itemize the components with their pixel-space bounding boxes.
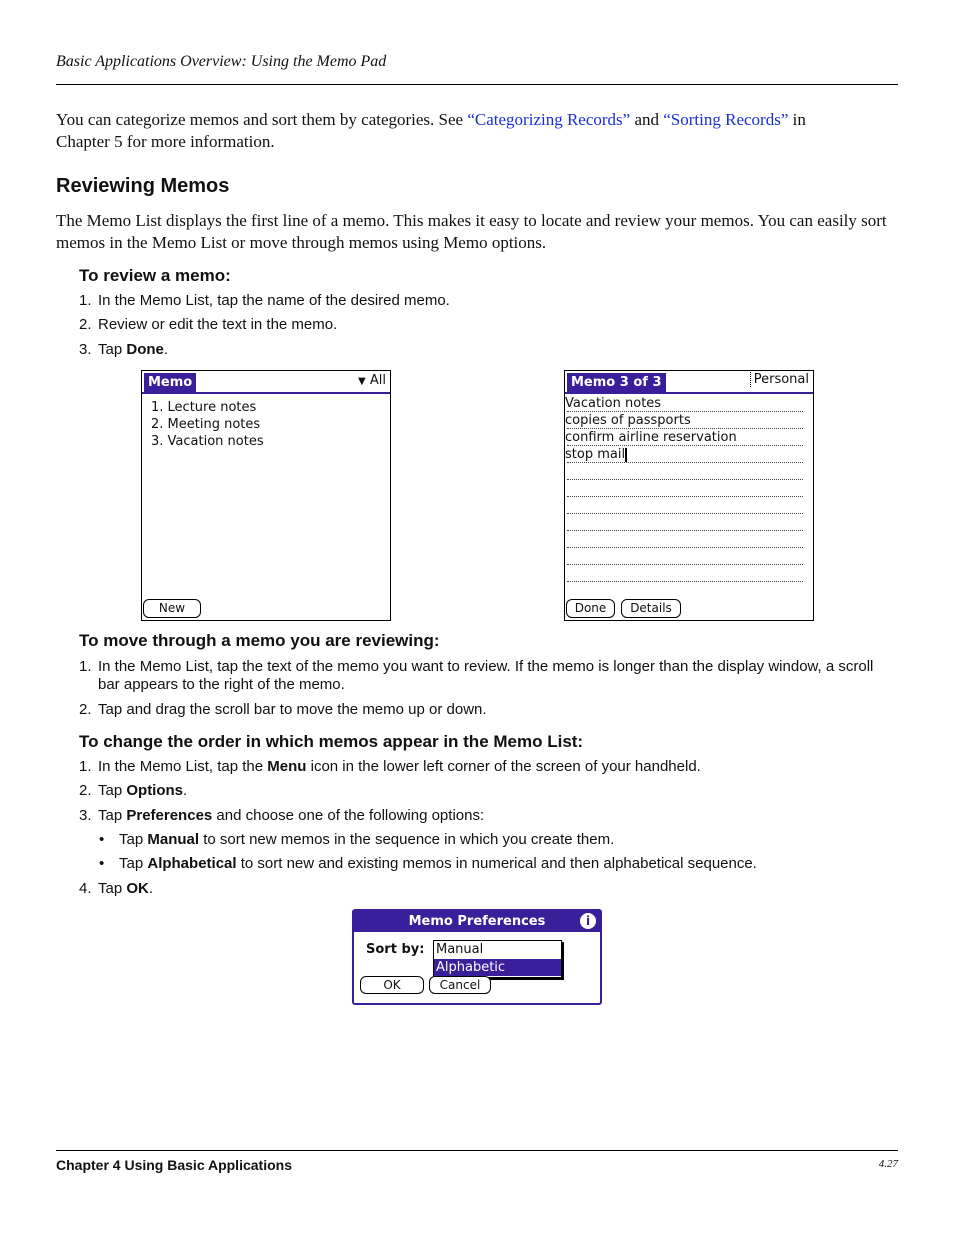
ruled-line — [567, 564, 803, 565]
memo-list-title[interactable]: Memo — [144, 373, 196, 392]
ruled-line — [567, 445, 803, 446]
list-item[interactable]: 2. Meeting notes — [151, 417, 261, 432]
intro-paragraph: You can categorize memos and sort them by categories. See “Categorizing Records” and “Sorting Records” in Chapter 5 for more information. — [56, 110, 806, 151]
ruled-line — [567, 581, 803, 582]
move-heading: To move through a memo you are reviewing: — [79, 631, 440, 650]
details-button[interactable]: Details — [621, 599, 681, 618]
option-alphabetic-item[interactable]: Alphabetic — [434, 959, 561, 976]
memo-line[interactable]: stop mail — [565, 447, 626, 462]
header-rule — [56, 84, 898, 85]
page-number: 4.27 — [878, 1158, 898, 1170]
review-heading: To review a memo: — [79, 266, 231, 285]
done-button[interactable]: Done — [566, 599, 615, 618]
section-title: Reviewing Memos — [56, 175, 230, 197]
memo-line[interactable]: Vacation notes — [565, 396, 662, 411]
link-sorting-records[interactable]: “Sorting Records” — [663, 110, 789, 129]
section-body: The Memo List displays the first line of a memo. This makes it easy to locate and review your memos. You can easily sort memos in the Memo List or move through memos using Memo options. — [56, 211, 887, 252]
order-heading: To change the order in which memos appear in the Memo List: — [79, 732, 584, 751]
list-item[interactable]: 3. Vacation notes — [151, 434, 264, 449]
footer-chapter: Chapter 4 Using Basic Applications — [56, 1157, 292, 1173]
triangle-down-icon: ▼ — [358, 376, 366, 387]
ok-button[interactable]: OK — [360, 976, 424, 994]
ruled-line — [567, 513, 803, 514]
new-button[interactable]: New — [143, 599, 201, 618]
memo-line[interactable]: confirm airline reservation — [565, 430, 737, 445]
sort-options-list[interactable] — [433, 940, 562, 978]
text-cursor — [625, 448, 627, 462]
memo-line[interactable]: copies of passports — [565, 413, 691, 428]
option-manual-item[interactable]: Manual — [436, 942, 484, 957]
category-picker[interactable]: ▼ All — [358, 373, 386, 388]
info-icon[interactable]: i — [580, 913, 596, 929]
link-categorizing-records[interactable]: “Categorizing Records” — [467, 110, 631, 129]
cancel-button[interactable]: Cancel — [429, 976, 491, 994]
footer-rule — [56, 1150, 898, 1151]
ruled-line — [567, 411, 803, 412]
ruled-line — [567, 530, 803, 531]
memo-detail-title: Memo 3 of 3 — [567, 373, 666, 392]
ruled-line — [567, 547, 803, 548]
running-header: Basic Applications Overview: Using the Memo Pad — [56, 53, 387, 70]
dialog-title: Memo Preferences — [354, 911, 600, 932]
memo-detail-screen — [564, 370, 814, 621]
sort-by-label: Sort by: — [366, 942, 425, 957]
ruled-line — [567, 479, 803, 480]
ruled-line — [567, 496, 803, 497]
list-item[interactable]: 1. Lecture notes — [151, 400, 257, 415]
ruled-line — [567, 462, 803, 463]
category-selector[interactable]: Personal — [750, 372, 812, 387]
ruled-line — [567, 428, 803, 429]
memo-preferences-dialog — [352, 909, 602, 1005]
memo-list-screen — [141, 370, 391, 621]
